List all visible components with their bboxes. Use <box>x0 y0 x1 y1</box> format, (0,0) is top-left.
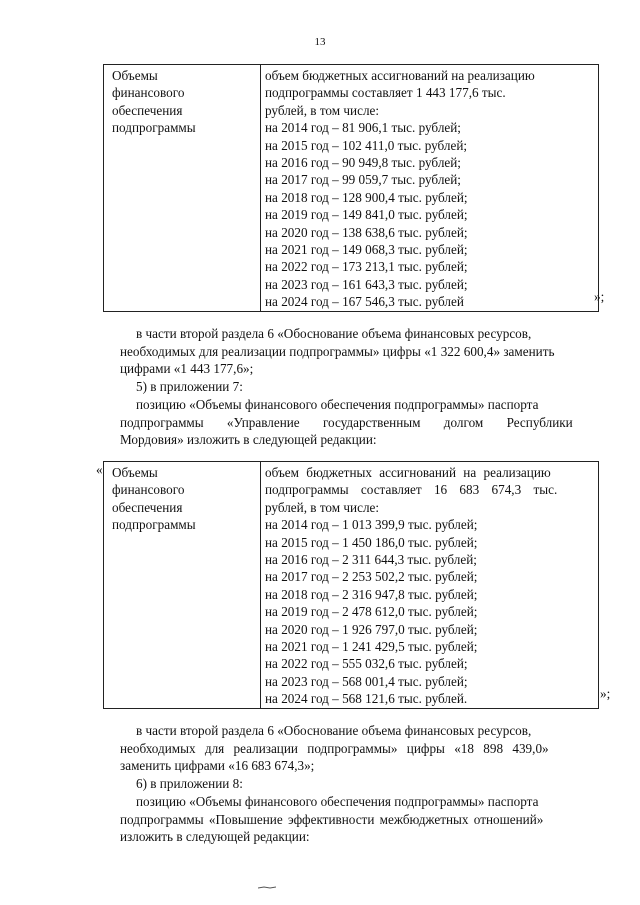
list-item-5 <box>120 378 602 396</box>
closing-quote: »; <box>594 289 605 304</box>
amendment-paragraph-3 <box>120 722 602 775</box>
year-amount-line: на 2021 год – 149 068,3 тыс. рублей; <box>265 242 468 258</box>
year-amount-line: на 2020 год – 1 926 797,0 тыс. рублей; <box>265 621 478 637</box>
year-amount-line: на 2016 год – 2 311 644,3 тыс. рублей; <box>265 552 477 568</box>
text-line: необходимых для реализации подпрограммы» цифры «1 322 600,4» заменить <box>120 343 555 359</box>
label-line: финансового <box>112 85 185 101</box>
label-line: финансового <box>112 482 185 498</box>
year-amount-line: на 2024 год – 167 546,3 тыс. рублей <box>265 294 464 310</box>
funding-label-cell <box>104 462 261 709</box>
amount-line: подпрограммы составляет 1 443 177,6 тыс. <box>265 85 506 101</box>
opening-quote: « <box>96 462 103 477</box>
amount-line: подпрограммы составляет 16 683 674,3 тыс. <box>265 482 558 498</box>
year-amount-line: на 2014 год – 81 906,1 тыс. рублей; <box>265 120 461 136</box>
year-amount-line: на 2014 год – 1 013 399,9 тыс. рублей; <box>265 517 478 533</box>
year-amount-line: на 2022 год – 555 032,6 тыс. рублей; <box>265 656 468 672</box>
funding-table-1 <box>103 64 599 312</box>
page-number: 13 <box>314 36 326 48</box>
funding-amounts-cell <box>261 65 599 312</box>
label-line: подпрограммы <box>112 517 196 533</box>
text-line: 5) в приложении 7: <box>136 379 243 394</box>
text-line: 6) в приложении 8: <box>136 776 243 791</box>
label-line: обеспечения <box>112 499 183 515</box>
amount-line: рублей, в том числе: <box>265 499 380 515</box>
text-line: подпрограммы «Управление государственным долгом Республики <box>120 414 573 430</box>
label-line: подпрограммы <box>112 120 196 136</box>
year-amount-line: на 2021 год – 1 241 429,5 тыс. рублей; <box>265 639 478 655</box>
text-line: позицию «Объемы финансового обеспечения подпрограммы» паспорта <box>136 794 539 809</box>
year-amount-line: на 2023 год – 161 643,3 тыс. рублей; <box>265 276 468 292</box>
year-amount-line: на 2022 год – 173 213,1 тыс. рублей; <box>265 259 468 275</box>
text-line: в части второй раздела 6 «Обоснование объема финансовых ресурсов, <box>136 723 532 738</box>
label-line: Объемы <box>112 68 158 83</box>
amendment-paragraph-4 <box>120 793 602 846</box>
label-line: Объемы <box>112 465 158 480</box>
text-line: заменить цифрами «16 683 674,3»; <box>120 758 315 774</box>
closing-quote: »; <box>600 686 611 701</box>
year-amount-line: на 2024 год – 568 121,6 тыс. рублей. <box>265 691 468 707</box>
scan-mark <box>258 886 276 889</box>
text-line: позицию «Объемы финансового обеспечения подпрограммы» паспорта <box>136 397 539 412</box>
amount-line: объем бюджетных ассигнований на реализацию <box>265 465 551 480</box>
funding-amounts-cell <box>261 462 599 709</box>
text-line: необходимых для реализации подпрограммы» цифры «18 898 439,0» <box>120 740 549 756</box>
year-amount-line: на 2019 год – 149 841,0 тыс. рублей; <box>265 207 468 223</box>
amendment-paragraph-2 <box>120 396 602 449</box>
amendment-paragraph-1 <box>120 325 602 378</box>
year-amount-line: на 2017 год – 99 059,7 тыс. рублей; <box>265 172 461 188</box>
year-amount-line: на 2016 год – 90 949,8 тыс. рублей; <box>265 155 461 171</box>
text-line <box>120 325 602 343</box>
amount-line: рублей, в том числе: <box>265 102 380 118</box>
text-line: Мордовия» изложить в следующей редакции: <box>120 432 377 448</box>
funding-table-2 <box>103 461 599 709</box>
text-line: изложить в следующей редакции: <box>120 829 310 845</box>
text-line-content: в части второй раздела 6 «Обоснование объема финансовых ресурсов, <box>136 326 532 341</box>
year-amount-line: на 2018 год – 128 900,4 тыс. рублей; <box>265 189 468 205</box>
year-amount-line: на 2023 год – 568 001,4 тыс. рублей; <box>265 673 468 689</box>
year-amount-line: на 2017 год – 2 253 502,2 тыс. рублей; <box>265 569 478 585</box>
year-amount-line: на 2015 год – 102 411,0 тыс. рублей; <box>265 137 468 153</box>
label-line: обеспечения <box>112 102 183 118</box>
year-amount-line: на 2019 год – 2 478 612,0 тыс. рублей; <box>265 604 478 620</box>
amount-line: объем бюджетных ассигнований на реализацию <box>265 68 535 83</box>
year-amount-line: на 2015 год – 1 450 186,0 тыс. рублей; <box>265 534 478 550</box>
list-item-6 <box>120 775 602 793</box>
text-line: цифрами «1 443 177,6»; <box>120 361 254 377</box>
text-line: подпрограммы «Повышение эффективности межбюджетных отношений» <box>120 811 544 827</box>
funding-label-cell <box>104 65 261 312</box>
year-amount-line: на 2020 год – 138 638,6 тыс. рублей; <box>265 224 468 240</box>
year-amount-line: на 2018 год – 2 316 947,8 тыс. рублей; <box>265 586 478 602</box>
